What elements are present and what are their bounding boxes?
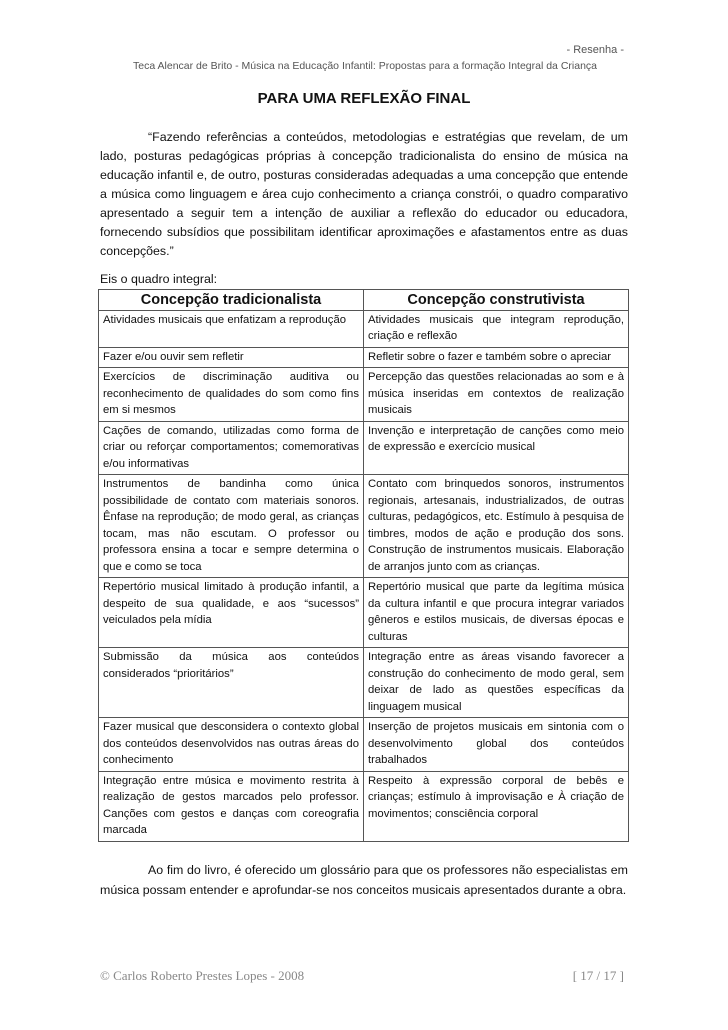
cell-constructivist: Atividades musicais que integram reprodução, criação e reflexão (364, 310, 629, 347)
cell-traditional: Atividades musicais que enfatizam a reprodução (99, 310, 364, 347)
cell-traditional: Submissão da música aos conteúdos considerados “prioritários” (99, 648, 364, 718)
table-row (99, 310, 629, 347)
comparison-table (98, 289, 629, 842)
cell-traditional: Integração entre música e movimento restrita à realização de gestos marcados pelo professor. Canções com gestos e danças com coreografia marcada (99, 771, 364, 841)
cell-constructivist: Refletir sobre o fazer e também sobre o apreciar (364, 347, 629, 368)
closing-paragraph: Ao fim do livro, é oferecido um glossário para que os professores não especialistas em música possam entender e aprofundar-se nos conceitos musicais apresentados durante a obra. (100, 863, 628, 897)
table-row (99, 771, 629, 841)
cell-constructivist: Contato com brinquedos sonoros, instrumentos regionais, artesanais, industrializados, de outras culturas, pedagógicos, etc. Estímulo à pesquisa de timbres, modos de ação e produção dos sons. Construção de instrumentos musicais. Elaboração de arranjos junto com as crianças. (364, 475, 629, 578)
cell-traditional: Exercícios de discriminação auditiva ou reconhecimento de qualidades do som como fins em si mesmos (99, 368, 364, 422)
table-row (99, 578, 629, 648)
cell-traditional: Instrumentos de bandinha como única possibilidade de contato com materiais sonoros. Ênfase na reprodução; de modo geral, as crianças tocam, mas não escutam. O professor ou professora ensina a tocar e sempre determina o que e como se toca (99, 475, 364, 578)
header-constructivist: Concepção construtivista (364, 290, 629, 311)
cell-constructivist: Inserção de projetos musicais em sintonia com o desenvolvimento global dos conteúdos trabalhados (364, 718, 629, 772)
footer-page-number: [ 17 / 17 ] (572, 968, 624, 983)
cell-constructivist: Percepção das questões relacionadas ao som e à música inseridas em contextos de realização musicais (364, 368, 629, 422)
table-row (99, 347, 629, 368)
table-lead-text: Eis o quadro integral: (100, 272, 218, 286)
table-row (99, 648, 629, 718)
cell-traditional: Repertório musical limitado à produção infantil, a despeito de sua qualidade, e aos “sucessos” veiculados pela mídia (99, 578, 364, 648)
running-header-section: - Resenha - (566, 44, 624, 56)
table-row (99, 421, 629, 475)
cell-constructivist: Repertório musical que parte da legítima música da cultura infantil e que procura integrar variados gêneros e estilos musicais, de diversas épocas e culturas (364, 578, 629, 648)
cell-traditional: Cações de comando, utilizadas como forma de criar ou reforçar comportamentos; comemorativas e/ou informativas (99, 421, 364, 475)
cell-constructivist: Integração entre as áreas visando favorecer a construção do conhecimento de modo geral, sem deixar de lado as questões específicas da linguagem musical (364, 648, 629, 718)
footer-copyright: © Carlos Roberto Prestes Lopes - 2008 (100, 968, 305, 983)
intro-quote: “Fazendo referências a conteúdos, metodologias e estratégias que revelam, de um lado, posturas pedagógicas próprias à concepção tradicionalista do ensino de música na educação infantil e, de outro, posturas consideradas adequadas a uma concepção que entende a música como linguagem e área cujo conhecimento a criança constrói, o quadro comparativo apresentado a seguir tem a intenção de auxiliar a reflexão do educador ou educadora, fornecendo subsídios que possibilitam identificar aproximações e afastamentos entre as duas concepções.” (100, 130, 628, 258)
table-row (99, 368, 629, 422)
cell-constructivist: Respeito à expressão corporal de bebês e crianças; estímulo à improvisação e À criação de movimentos; consciência corporal (364, 771, 629, 841)
table-header-row (99, 290, 629, 311)
cell-traditional: Fazer e/ou ouvir sem refletir (99, 347, 364, 368)
cell-constructivist: Invenção e interpretação de canções como meio de expressão e exercício musical (364, 421, 629, 475)
page-title: PARA UMA REFLEXÃO FINAL (257, 90, 471, 107)
header-traditional: Concepção tradicionalista (99, 290, 364, 311)
running-header-reference: Teca Alencar de Brito - Música na Educação Infantil: Propostas para a formação Integral da Criança (133, 60, 597, 72)
cell-traditional: Fazer musical que desconsidera o contexto global dos conteúdos desenvolvidos nas outras áreas do conhecimento (99, 718, 364, 772)
table-row (99, 718, 629, 772)
table-row (99, 475, 629, 578)
